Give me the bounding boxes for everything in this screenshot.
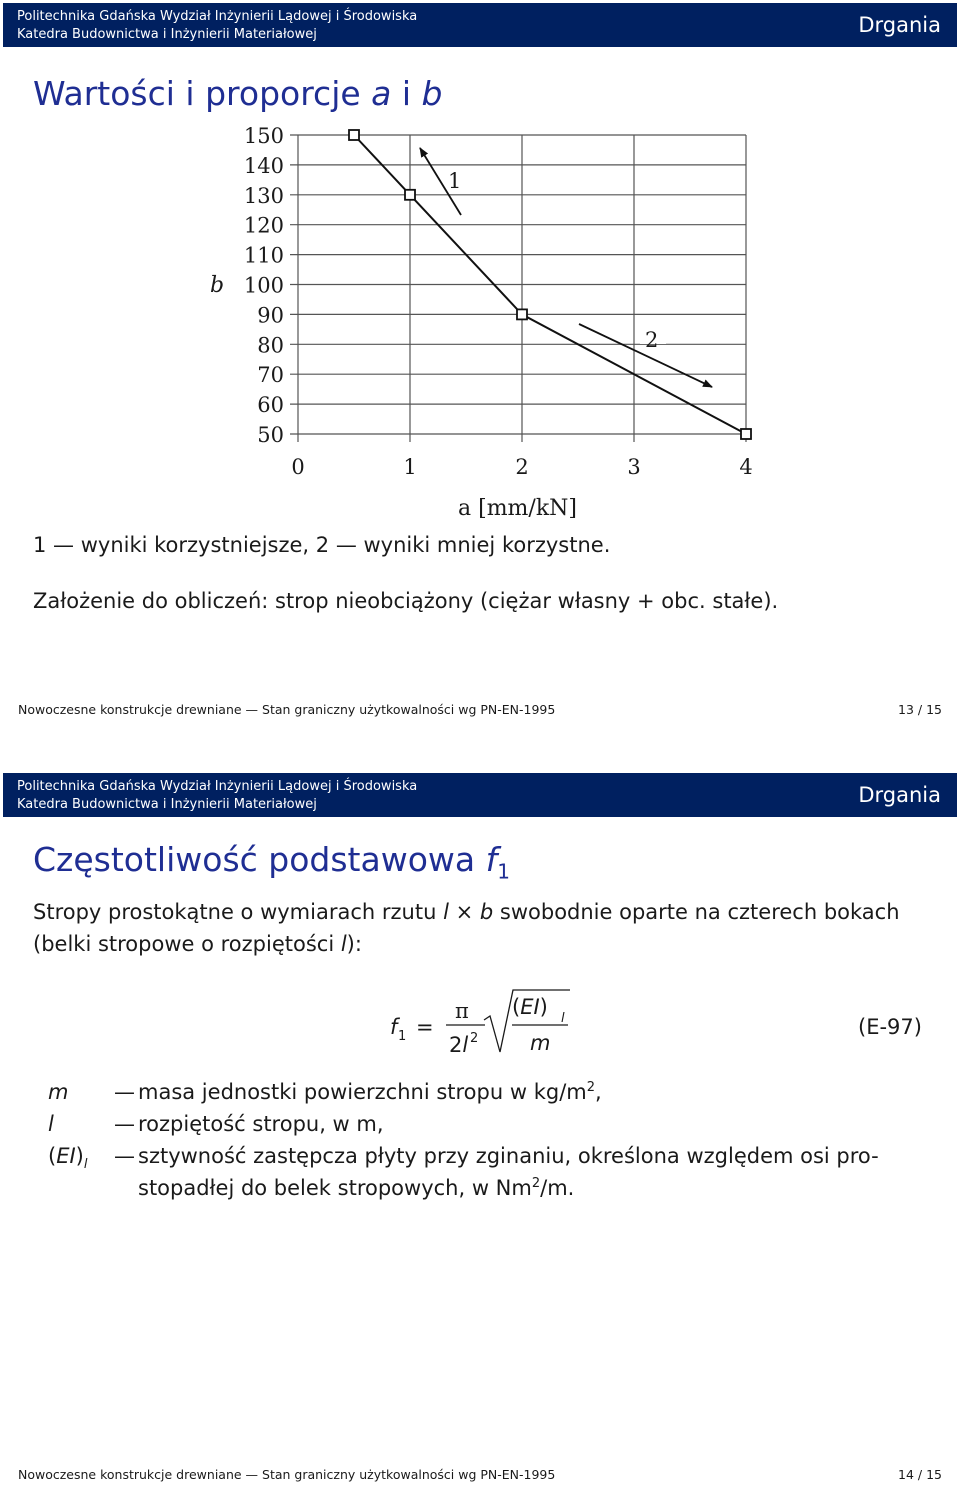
- annotation-label-1: 1: [448, 169, 462, 193]
- x-tick-label: 3: [627, 455, 641, 479]
- intro-line-1: Stropy prostokątne o wymiarach rzutu l × b swobodnie oparte na czterech bokach: [33, 900, 900, 924]
- chart-annotations: [420, 148, 712, 387]
- equation-label: (E-97): [858, 1015, 922, 1039]
- svg-text:1: 1: [398, 1029, 407, 1044]
- footer-title: Nowoczesne konstrukcje drewniane — Stan graniczny użytkowalności wg PN-EN-1995: [18, 702, 556, 717]
- def-text: sztywność zastępcza płyty przy zginaniu, określona względem osi pro-: [138, 1144, 879, 1168]
- slide-13: [0, 0, 960, 740]
- svg-text:=: =: [416, 1015, 434, 1039]
- title-text: Wartości i proporcje a i b: [33, 74, 443, 113]
- page-number: 13 / 15: [898, 702, 942, 717]
- x-tick-label: 0: [291, 455, 305, 479]
- def-text: masa jednostki powierzchni stropu w $kg/m^2$,: [138, 1080, 602, 1104]
- y-tick-label: 90: [257, 303, 284, 328]
- footer-title: Nowoczesne konstrukcje drewniane — Stan graniczny użytkowalności wg PN-EN-1995: [18, 1467, 556, 1482]
- y-tick-label: 50: [257, 423, 284, 447]
- y-tick-labels: [244, 124, 284, 447]
- y-tick-label: 140: [243, 153, 284, 178]
- header-university: Politechnika Gdańska Wydział Inżynierii Lądowej i Środowiska: [17, 779, 418, 794]
- annotation-label-2: 2: [645, 328, 659, 352]
- def-dash: —: [114, 1112, 135, 1136]
- data-point-marker: [405, 190, 415, 200]
- assumption-text: Założenie do obliczeń: strop nieobciążony (ciężar własny + obc. stałe).: [33, 589, 779, 613]
- svg-text:(EI): (EI): [512, 995, 548, 1019]
- header-bar: [3, 773, 957, 817]
- data-point-marker: [741, 429, 751, 439]
- x-tick-label: 2: [515, 455, 529, 479]
- def-text: rozpiętość stropu, w m,: [138, 1112, 384, 1136]
- chart-svg: [0, 0, 960, 540]
- y-tick-label: 150: [243, 124, 284, 148]
- y-tick-label: 130: [243, 183, 284, 208]
- y-tick-label: 80: [257, 333, 284, 358]
- def-symbol: $(EI)_l$: [48, 1144, 88, 1173]
- def-text: stopadłej do belek stropowych, w Nm$^2$/m.: [138, 1176, 575, 1200]
- def-dash: —: [114, 1080, 135, 1104]
- header-department: Katedra Budownictwa i Inżynierii Materiałowej: [17, 27, 317, 42]
- svg-text:m: m: [530, 1031, 551, 1055]
- data-point-marker: [517, 309, 527, 319]
- header-section: Drgania: [858, 783, 941, 807]
- header-section: Drgania: [858, 13, 941, 37]
- x-tick-labels: [291, 455, 752, 479]
- y-axis-label: b: [210, 273, 225, 298]
- header-university: Politechnika Gdańska Wydział Inżynierii Lądowej i Środowiska: [17, 9, 418, 24]
- data-point-marker: [349, 130, 359, 140]
- x-tick-label: 1: [403, 455, 417, 479]
- y-tick-label: 60: [257, 393, 284, 418]
- svg-text:l: l: [561, 1011, 565, 1026]
- y-tick-label: 120: [243, 213, 284, 238]
- y-tick-label: 110: [243, 243, 284, 268]
- page-number: 14 / 15: [898, 1467, 942, 1482]
- def-symbol: m: [48, 1080, 69, 1104]
- x-axis-label: a [mm/kN]: [458, 496, 577, 521]
- svg-text:f: f: [390, 1015, 398, 1039]
- svg-text:π: π: [455, 999, 469, 1023]
- x-tick-label: 4: [739, 455, 753, 479]
- y-tick-label: 70: [257, 363, 284, 388]
- slide-14: [0, 770, 960, 1485]
- chart-grid: [290, 135, 746, 442]
- slide-title: [33, 840, 510, 884]
- svg-text:2l: 2l: [449, 1033, 469, 1057]
- legend-text: 1 — wyniki korzystniejsze, 2 — wyniki mniej korzystne.: [33, 533, 611, 557]
- y-tick-label: 100: [243, 273, 284, 298]
- svg-text:2: 2: [470, 1031, 479, 1046]
- header-department: Katedra Budownictwa i Inżynierii Materiałowej: [17, 797, 317, 812]
- title-text: Częstotliwość podstawowa $f_1$: [33, 840, 510, 884]
- intro-line-2: (belki stropowe o rozpiętości l):: [33, 932, 362, 956]
- def-symbol: l: [48, 1112, 54, 1136]
- formula-e97: [0, 982, 960, 1072]
- def-dash: —: [114, 1144, 135, 1168]
